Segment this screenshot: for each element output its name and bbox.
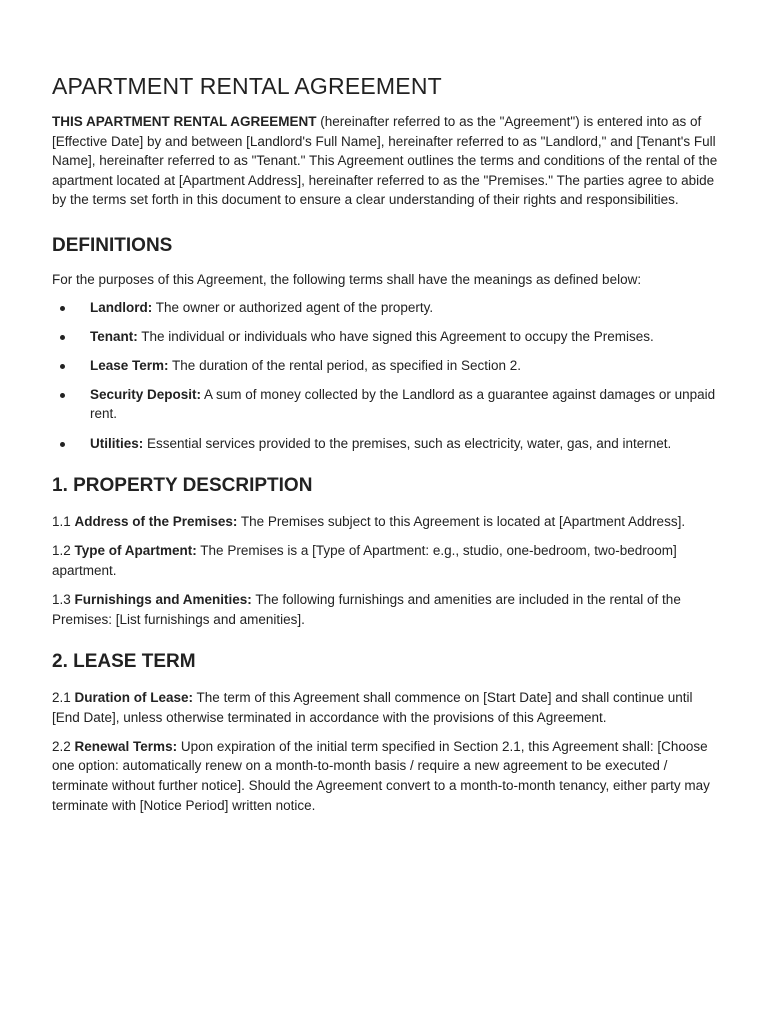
clause-1-1 [52,512,718,532]
bullet-icon [60,393,65,398]
bullet-icon [60,335,65,340]
clause-number: 1.1 [52,514,75,530]
definition-text: The owner or authorized agent of the property. [152,299,434,315]
clause-term: Duration of Lease: [74,690,194,706]
definition-term: Utilities: [90,435,144,451]
definition-text: A sum of money collected by the Landlord as a guarantee against damages or unpaid rent. [90,386,716,422]
intro-bold-lead: THIS APARTMENT RENTAL AGREEMENT [52,114,317,129]
definition-text: Essential services provided to the premises, such as electricity, water, gas, and internet. [143,435,672,451]
clause-text: The following furnishings and amenities are included in the rental of the Premises: [List furnishings and amenities]. [52,591,681,627]
clause-number: 1.3 [52,591,75,607]
clause-text: Upon expiration of the initial term specified in Section 2.1, this Agreement shall: [Choose one option: automatically renew on a month-to-month basis / require a new agreement to be executed / terminate without further notice]. Should the Agreement convert to a month-to-month tenancy, either party may terminate with [Notice Period] written notice. [52,738,710,813]
clause-number: 2.2 [52,738,75,754]
clause-2-1 [52,688,718,727]
definitions-list [52,298,718,454]
definition-item-lease-term [52,356,718,376]
clause-text: The Premises is a [Type of Apartment: e.g., studio, one-bedroom, two-bedroom] apartment. [52,543,677,578]
definition-term: Security Deposit: [90,386,202,402]
definition-item-tenant [52,327,718,347]
definition-term: Tenant: [90,328,138,344]
definition-term: Landlord: [90,299,153,315]
definition-term: Lease Term: [90,357,169,373]
clause-term: Address of the Premises: [74,514,238,530]
bullet-icon [60,364,65,369]
intro-paragraph [52,112,718,210]
definition-item-landlord [52,298,718,318]
intro-text: (hereinafter referred to as the "Agreement") is entered into as of [Effective Date] by and between [Landlord's Full Name], hereinafter referred to as "Landlord," and [Tenant's Full Name], hereinafter referred to as "Tenant." This Agreement outlines the terms and conditions of the rental of the apartment located at [Apartment Address], hereinafter referred to as the "Premises." The parties agree to abide by the terms set forth in this document to ensure a clear understanding of their rights and responsibilities. [52,114,718,208]
section-1-heading: 1. PROPERTY DESCRIPTION [52,475,313,497]
clause-term: Furnishings and Amenities: [74,591,252,607]
clause-1-2 [52,541,718,580]
definition-text: The individual or individuals who have signed this Agreement to occupy the Premises. [137,328,654,344]
clause-number: 2.1 [52,690,75,706]
clause-text: The Premises subject to this Agreement is located at [Apartment Address]. [237,514,686,530]
bullet-icon [60,442,65,447]
bullet-icon [60,306,65,311]
clause-number: 1.2 [52,543,75,559]
definitions-heading: DEFINITIONS [52,234,173,256]
definitions-intro: For the purposes of this Agreement, the following terms shall have the meanings as defined below: [52,271,642,287]
clause-term: Renewal Terms: [74,738,178,754]
clause-2-2 [52,737,718,815]
definition-text: The duration of the rental period, as specified in Section 2. [168,357,522,373]
section-2-heading: 2. LEASE TERM [52,651,196,673]
clause-term: Type of Apartment: [74,543,197,559]
definition-item-utilities [52,434,718,454]
clause-text: The term of this Agreement shall commence on [Start Date] and shall continue until [End Date], unless otherwise terminated in accordance with the provisions of this Agreement. [52,690,693,725]
document-title: APARTMENT RENTAL AGREEMENT [52,73,442,99]
clause-1-3 [52,590,718,629]
definition-item-security-deposit [52,385,718,424]
